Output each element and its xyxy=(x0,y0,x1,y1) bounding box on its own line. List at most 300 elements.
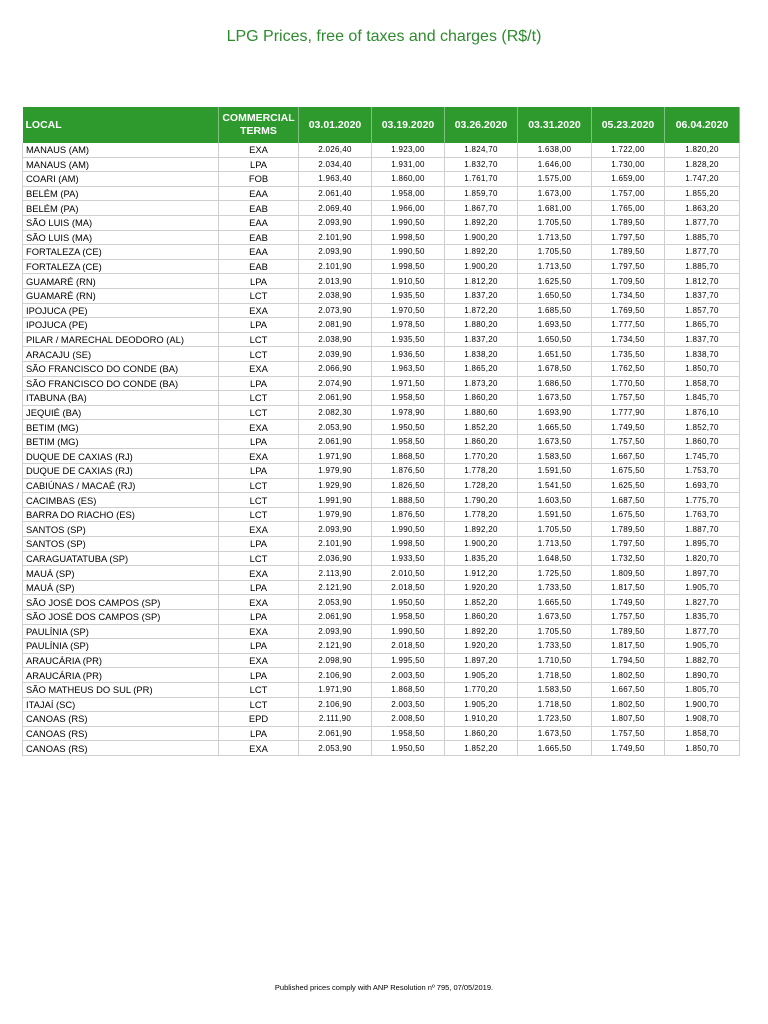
cell-price: 1.820,70 xyxy=(665,551,740,566)
cell-price: 1.910,20 xyxy=(445,712,518,727)
cell-price: 1.761,70 xyxy=(445,172,518,187)
cell-price: 1.770,50 xyxy=(592,376,665,391)
cell-price: 2.061,90 xyxy=(299,726,372,741)
cell-local: JEQUIÉ (BA) xyxy=(23,405,219,420)
cell-price: 1.876,10 xyxy=(665,405,740,420)
cell-local: ARACAJU (SE) xyxy=(23,347,219,362)
cell-price: 1.734,50 xyxy=(592,332,665,347)
cell-price: 1.762,50 xyxy=(592,361,665,376)
cell-price: 1.958,00 xyxy=(372,186,445,201)
cell-price: 1.950,50 xyxy=(372,420,445,435)
cell-price: 2.036,90 xyxy=(299,551,372,566)
cell-price: 2.098,90 xyxy=(299,653,372,668)
table-row xyxy=(23,726,740,741)
cell-price: 1.667,50 xyxy=(592,449,665,464)
cell-local: SÃO LUIS (MA) xyxy=(23,230,219,245)
cell-commercial-terms: EAB xyxy=(219,259,299,274)
cell-price: 1.936,50 xyxy=(372,347,445,362)
cell-price: 1.958,50 xyxy=(372,610,445,625)
cell-price: 1.858,70 xyxy=(665,376,740,391)
cell-price: 1.923,00 xyxy=(372,143,445,157)
cell-price: 2.053,90 xyxy=(299,595,372,610)
footer-note: Published prices comply with ANP Resolution nº 795, 07/05/2019. xyxy=(274,983,494,992)
column-header-commercial-terms-line: TERMS xyxy=(240,125,277,137)
cell-price: 1.880,20 xyxy=(445,318,518,333)
cell-price: 1.860,00 xyxy=(372,172,445,187)
cell-price: 1.718,50 xyxy=(518,668,592,683)
cell-price: 1.860,20 xyxy=(445,391,518,406)
cell-price: 1.732,50 xyxy=(592,551,665,566)
cell-price: 1.971,90 xyxy=(299,682,372,697)
cell-price: 1.770,20 xyxy=(445,449,518,464)
cell-local: MANAUS (AM) xyxy=(23,143,219,157)
cell-price: 1.888,50 xyxy=(372,493,445,508)
cell-local: SÃO MATHEUS DO SUL (PR) xyxy=(23,682,219,697)
cell-price: 2.121,90 xyxy=(299,639,372,654)
cell-price: 1.713,50 xyxy=(518,259,592,274)
cell-price: 1.749,50 xyxy=(592,595,665,610)
table-row xyxy=(23,464,740,479)
table-row xyxy=(23,639,740,654)
cell-price: 1.728,20 xyxy=(445,478,518,493)
cell-price: 1.860,20 xyxy=(445,610,518,625)
cell-local: CACIMBAS (ES) xyxy=(23,493,219,508)
table-row xyxy=(23,361,740,376)
table-row xyxy=(23,347,740,362)
cell-local: CANOAS (RS) xyxy=(23,726,219,741)
cell-price: 1.765,00 xyxy=(592,201,665,216)
cell-commercial-terms: LPA xyxy=(219,434,299,449)
cell-commercial-terms: EAB xyxy=(219,230,299,245)
cell-price: 1.583,50 xyxy=(518,682,592,697)
cell-price: 1.675,50 xyxy=(592,507,665,522)
table-row xyxy=(23,215,740,230)
cell-price: 1.900,20 xyxy=(445,230,518,245)
cell-local: COARI (AM) xyxy=(23,172,219,187)
cell-price: 1.693,90 xyxy=(518,405,592,420)
cell-price: 1.735,50 xyxy=(592,347,665,362)
cell-price: 1.860,70 xyxy=(665,434,740,449)
cell-price: 1.775,70 xyxy=(665,493,740,508)
cell-local: SÃO JOSÉ DOS CAMPOS (SP) xyxy=(23,595,219,610)
cell-price: 1.855,20 xyxy=(665,186,740,201)
cell-commercial-terms: LPA xyxy=(219,580,299,595)
cell-price: 1.575,00 xyxy=(518,172,592,187)
cell-local: IPOJUCA (PE) xyxy=(23,318,219,333)
cell-price: 1.777,50 xyxy=(592,318,665,333)
cell-local: IPOJUCA (PE) xyxy=(23,303,219,318)
cell-commercial-terms: EXA xyxy=(219,420,299,435)
table-row xyxy=(23,201,740,216)
cell-price: 1.757,50 xyxy=(592,726,665,741)
cell-price: 1.665,50 xyxy=(518,595,592,610)
cell-local: BELÉM (PA) xyxy=(23,186,219,201)
cell-price: 1.705,50 xyxy=(518,245,592,260)
table-row xyxy=(23,318,740,333)
cell-price: 2.106,90 xyxy=(299,697,372,712)
cell-price: 1.817,50 xyxy=(592,639,665,654)
column-header-date: 06.04.2020 xyxy=(665,107,740,143)
cell-price: 1.789,50 xyxy=(592,215,665,230)
cell-price: 1.910,50 xyxy=(372,274,445,289)
table-row xyxy=(23,668,740,683)
cell-price: 1.802,50 xyxy=(592,668,665,683)
cell-price: 2.081,90 xyxy=(299,318,372,333)
cell-price: 2.010,50 xyxy=(372,566,445,581)
cell-price: 1.778,20 xyxy=(445,464,518,479)
cell-local: BETIM (MG) xyxy=(23,434,219,449)
cell-price: 1.591,50 xyxy=(518,507,592,522)
cell-price: 1.797,50 xyxy=(592,259,665,274)
cell-price: 2.093,90 xyxy=(299,245,372,260)
cell-local: SÃO FRANCISCO DO CONDE (BA) xyxy=(23,361,219,376)
table-row xyxy=(23,653,740,668)
table-row xyxy=(23,478,740,493)
table-row xyxy=(23,522,740,537)
table-row xyxy=(23,245,740,260)
cell-commercial-terms: LCT xyxy=(219,493,299,508)
cell-price: 1.835,20 xyxy=(445,551,518,566)
cell-commercial-terms: LPA xyxy=(219,537,299,552)
cell-price: 1.860,20 xyxy=(445,726,518,741)
cell-commercial-terms: EXA xyxy=(219,741,299,756)
cell-price: 2.111,90 xyxy=(299,712,372,727)
table-row xyxy=(23,595,740,610)
cell-price: 1.675,50 xyxy=(592,464,665,479)
cell-price: 1.872,20 xyxy=(445,303,518,318)
table-row xyxy=(23,537,740,552)
cell-commercial-terms: LPA xyxy=(219,726,299,741)
cell-price: 1.673,50 xyxy=(518,391,592,406)
cell-commercial-terms: EAA xyxy=(219,186,299,201)
cell-price: 1.979,90 xyxy=(299,507,372,522)
cell-price: 1.807,50 xyxy=(592,712,665,727)
cell-price: 1.892,20 xyxy=(445,245,518,260)
cell-price: 1.733,50 xyxy=(518,639,592,654)
cell-local: BARRA DO RIACHO (ES) xyxy=(23,507,219,522)
cell-price: 1.837,20 xyxy=(445,288,518,303)
cell-price: 1.685,50 xyxy=(518,303,592,318)
cell-price: 1.877,70 xyxy=(665,215,740,230)
cell-price: 1.718,50 xyxy=(518,697,592,712)
cell-local: CANOAS (RS) xyxy=(23,741,219,756)
cell-price: 2.106,90 xyxy=(299,668,372,683)
cell-price: 2.038,90 xyxy=(299,332,372,347)
cell-price: 2.066,90 xyxy=(299,361,372,376)
cell-price: 1.835,70 xyxy=(665,610,740,625)
cell-price: 1.745,70 xyxy=(665,449,740,464)
cell-price: 1.722,00 xyxy=(592,143,665,157)
cell-commercial-terms: EXA xyxy=(219,361,299,376)
cell-price: 2.018,50 xyxy=(372,639,445,654)
cell-price: 1.747,20 xyxy=(665,172,740,187)
cell-price: 2.074,90 xyxy=(299,376,372,391)
cell-price: 1.963,40 xyxy=(299,172,372,187)
cell-price: 1.812,70 xyxy=(665,274,740,289)
table-row xyxy=(23,624,740,639)
cell-price: 1.794,50 xyxy=(592,653,665,668)
cell-price: 1.723,50 xyxy=(518,712,592,727)
cell-price: 1.681,00 xyxy=(518,201,592,216)
cell-price: 1.650,50 xyxy=(518,288,592,303)
cell-price: 1.912,20 xyxy=(445,566,518,581)
table-row xyxy=(23,434,740,449)
cell-price: 1.868,50 xyxy=(372,682,445,697)
cell-price: 2.069,40 xyxy=(299,201,372,216)
cell-price: 1.887,70 xyxy=(665,522,740,537)
cell-price: 2.061,90 xyxy=(299,610,372,625)
cell-price: 1.905,70 xyxy=(665,580,740,595)
cell-price: 1.990,50 xyxy=(372,215,445,230)
cell-price: 1.824,70 xyxy=(445,143,518,157)
cell-price: 1.789,50 xyxy=(592,522,665,537)
cell-local: BETIM (MG) xyxy=(23,420,219,435)
cell-price: 1.625,50 xyxy=(592,478,665,493)
cell-price: 2.113,90 xyxy=(299,566,372,581)
cell-price: 1.713,50 xyxy=(518,230,592,245)
cell-price: 1.591,50 xyxy=(518,464,592,479)
cell-price: 2.008,50 xyxy=(372,712,445,727)
cell-price: 1.673,50 xyxy=(518,610,592,625)
cell-price: 2.034,40 xyxy=(299,157,372,172)
cell-price: 1.820,20 xyxy=(665,143,740,157)
cell-price: 1.933,50 xyxy=(372,551,445,566)
cell-commercial-terms: LPA xyxy=(219,376,299,391)
cell-price: 1.877,70 xyxy=(665,624,740,639)
cell-price: 1.693,50 xyxy=(518,318,592,333)
table-row xyxy=(23,697,740,712)
cell-price: 1.908,70 xyxy=(665,712,740,727)
cell-price: 1.885,70 xyxy=(665,259,740,274)
cell-price: 1.817,50 xyxy=(592,580,665,595)
cell-price: 1.638,00 xyxy=(518,143,592,157)
cell-price: 1.950,50 xyxy=(372,741,445,756)
table-row xyxy=(23,507,740,522)
cell-price: 1.950,50 xyxy=(372,595,445,610)
cell-commercial-terms: LCT xyxy=(219,478,299,493)
cell-price: 1.850,70 xyxy=(665,741,740,756)
cell-price: 1.929,90 xyxy=(299,478,372,493)
table-row xyxy=(23,566,740,581)
cell-price: 1.958,50 xyxy=(372,391,445,406)
cell-price: 1.541,50 xyxy=(518,478,592,493)
cell-price: 1.935,50 xyxy=(372,332,445,347)
cell-price: 1.990,50 xyxy=(372,624,445,639)
cell-price: 1.828,20 xyxy=(665,157,740,172)
cell-price: 1.897,20 xyxy=(445,653,518,668)
column-header-date: 03.26.2020 xyxy=(445,107,518,143)
cell-price: 2.038,90 xyxy=(299,288,372,303)
table-row xyxy=(23,186,740,201)
cell-price: 1.877,70 xyxy=(665,245,740,260)
cell-local: ARAUCÁRIA (PR) xyxy=(23,668,219,683)
cell-price: 1.805,70 xyxy=(665,682,740,697)
cell-price: 1.900,70 xyxy=(665,697,740,712)
cell-local: SANTOS (SP) xyxy=(23,537,219,552)
cell-price: 1.852,20 xyxy=(445,595,518,610)
cell-local: ITABUNA (BA) xyxy=(23,391,219,406)
cell-commercial-terms: EXA xyxy=(219,522,299,537)
cell-commercial-terms: LCT xyxy=(219,332,299,347)
cell-price: 1.753,70 xyxy=(665,464,740,479)
cell-price: 2.013,90 xyxy=(299,274,372,289)
cell-price: 1.778,20 xyxy=(445,507,518,522)
cell-price: 1.665,50 xyxy=(518,741,592,756)
cell-price: 1.709,50 xyxy=(592,274,665,289)
cell-price: 1.777,90 xyxy=(592,405,665,420)
cell-price: 1.880,60 xyxy=(445,405,518,420)
cell-price: 1.757,00 xyxy=(592,186,665,201)
cell-commercial-terms: LPA xyxy=(219,274,299,289)
cell-price: 1.858,70 xyxy=(665,726,740,741)
cell-price: 2.093,90 xyxy=(299,624,372,639)
cell-price: 1.850,70 xyxy=(665,361,740,376)
cell-commercial-terms: LCT xyxy=(219,347,299,362)
cell-price: 1.876,50 xyxy=(372,507,445,522)
cell-price: 1.705,50 xyxy=(518,624,592,639)
cell-price: 1.971,90 xyxy=(299,449,372,464)
cell-commercial-terms: FOB xyxy=(219,172,299,187)
cell-price: 1.757,50 xyxy=(592,391,665,406)
cell-local: FORTALEZA (CE) xyxy=(23,259,219,274)
cell-price: 1.686,50 xyxy=(518,376,592,391)
cell-price: 1.990,50 xyxy=(372,522,445,537)
table-row xyxy=(23,580,740,595)
cell-commercial-terms: EXA xyxy=(219,624,299,639)
table-row xyxy=(23,391,740,406)
cell-commercial-terms: LCT xyxy=(219,507,299,522)
cell-local: PAULÍNIA (SP) xyxy=(23,639,219,654)
cell-price: 1.673,50 xyxy=(518,726,592,741)
cell-local: CARAGUATATUBA (SP) xyxy=(23,551,219,566)
cell-commercial-terms: EXA xyxy=(219,566,299,581)
cell-price: 1.797,50 xyxy=(592,537,665,552)
cell-price: 1.845,70 xyxy=(665,391,740,406)
cell-price: 1.790,20 xyxy=(445,493,518,508)
cell-price: 1.733,50 xyxy=(518,580,592,595)
cell-price: 1.837,70 xyxy=(665,332,740,347)
cell-price: 1.749,50 xyxy=(592,420,665,435)
cell-price: 1.837,70 xyxy=(665,288,740,303)
table-row xyxy=(23,682,740,697)
cell-price: 1.892,20 xyxy=(445,215,518,230)
cell-price: 1.905,20 xyxy=(445,697,518,712)
cell-commercial-terms: LCT xyxy=(219,391,299,406)
cell-price: 2.101,90 xyxy=(299,230,372,245)
cell-price: 1.646,00 xyxy=(518,157,592,172)
table-row xyxy=(23,376,740,391)
cell-price: 1.963,50 xyxy=(372,361,445,376)
cell-price: 1.920,20 xyxy=(445,639,518,654)
cell-price: 1.809,50 xyxy=(592,566,665,581)
cell-price: 1.958,50 xyxy=(372,726,445,741)
cell-price: 1.838,70 xyxy=(665,347,740,362)
cell-price: 1.995,50 xyxy=(372,653,445,668)
cell-price: 1.757,50 xyxy=(592,610,665,625)
cell-price: 1.650,50 xyxy=(518,332,592,347)
table-row xyxy=(23,230,740,245)
cell-price: 1.876,50 xyxy=(372,464,445,479)
cell-price: 2.121,90 xyxy=(299,580,372,595)
cell-price: 1.852,20 xyxy=(445,741,518,756)
cell-price: 2.053,90 xyxy=(299,420,372,435)
cell-local: DUQUE DE CAXIAS (RJ) xyxy=(23,464,219,479)
cell-price: 1.865,20 xyxy=(445,361,518,376)
cell-commercial-terms: EAA xyxy=(219,215,299,230)
cell-price: 1.863,20 xyxy=(665,201,740,216)
table-row xyxy=(23,172,740,187)
cell-price: 2.073,90 xyxy=(299,303,372,318)
cell-commercial-terms: LPA xyxy=(219,610,299,625)
table-row xyxy=(23,551,740,566)
cell-price: 1.882,70 xyxy=(665,653,740,668)
cell-price: 2.093,90 xyxy=(299,215,372,230)
cell-price: 1.868,50 xyxy=(372,449,445,464)
cell-price: 1.978,90 xyxy=(372,405,445,420)
table-row xyxy=(23,712,740,727)
table-row xyxy=(23,741,740,756)
cell-price: 1.979,90 xyxy=(299,464,372,479)
cell-price: 1.749,50 xyxy=(592,741,665,756)
cell-price: 2.061,40 xyxy=(299,186,372,201)
cell-price: 1.890,70 xyxy=(665,668,740,683)
cell-price: 1.857,70 xyxy=(665,303,740,318)
cell-price: 1.970,50 xyxy=(372,303,445,318)
cell-local: SANTOS (SP) xyxy=(23,522,219,537)
cell-commercial-terms: EPD xyxy=(219,712,299,727)
cell-local: CABIÚNAS / MACAÉ (RJ) xyxy=(23,478,219,493)
cell-price: 1.797,50 xyxy=(592,230,665,245)
cell-price: 1.900,20 xyxy=(445,259,518,274)
cell-price: 1.895,70 xyxy=(665,537,740,552)
cell-price: 2.026,40 xyxy=(299,143,372,157)
table-row xyxy=(23,157,740,172)
cell-price: 2.053,90 xyxy=(299,741,372,756)
cell-price: 1.905,20 xyxy=(445,668,518,683)
table-body xyxy=(23,143,740,755)
cell-price: 1.991,90 xyxy=(299,493,372,508)
column-header-date: 03.31.2020 xyxy=(518,107,592,143)
cell-price: 1.789,50 xyxy=(592,624,665,639)
cell-price: 1.734,50 xyxy=(592,288,665,303)
cell-commercial-terms: LCT xyxy=(219,697,299,712)
cell-price: 1.966,00 xyxy=(372,201,445,216)
cell-price: 1.865,70 xyxy=(665,318,740,333)
cell-local: ITAJAÍ (SC) xyxy=(23,697,219,712)
cell-price: 1.648,50 xyxy=(518,551,592,566)
cell-price: 2.061,90 xyxy=(299,391,372,406)
cell-local: PAULÍNIA (SP) xyxy=(23,624,219,639)
cell-price: 1.860,20 xyxy=(445,434,518,449)
cell-price: 1.789,50 xyxy=(592,245,665,260)
cell-price: 2.082,30 xyxy=(299,405,372,420)
cell-price: 1.867,70 xyxy=(445,201,518,216)
cell-price: 1.687,50 xyxy=(592,493,665,508)
cell-price: 1.651,50 xyxy=(518,347,592,362)
cell-price: 1.837,20 xyxy=(445,332,518,347)
cell-price: 2.101,90 xyxy=(299,537,372,552)
column-header-date: 03.01.2020 xyxy=(299,107,372,143)
cell-price: 1.678,50 xyxy=(518,361,592,376)
cell-commercial-terms: EXA xyxy=(219,449,299,464)
cell-price: 1.978,50 xyxy=(372,318,445,333)
cell-price: 1.885,70 xyxy=(665,230,740,245)
column-header-date: 05.23.2020 xyxy=(592,107,665,143)
cell-price: 1.603,50 xyxy=(518,493,592,508)
cell-local: SÃO LUIS (MA) xyxy=(23,215,219,230)
table-row xyxy=(23,420,740,435)
cell-commercial-terms: LPA xyxy=(219,668,299,683)
